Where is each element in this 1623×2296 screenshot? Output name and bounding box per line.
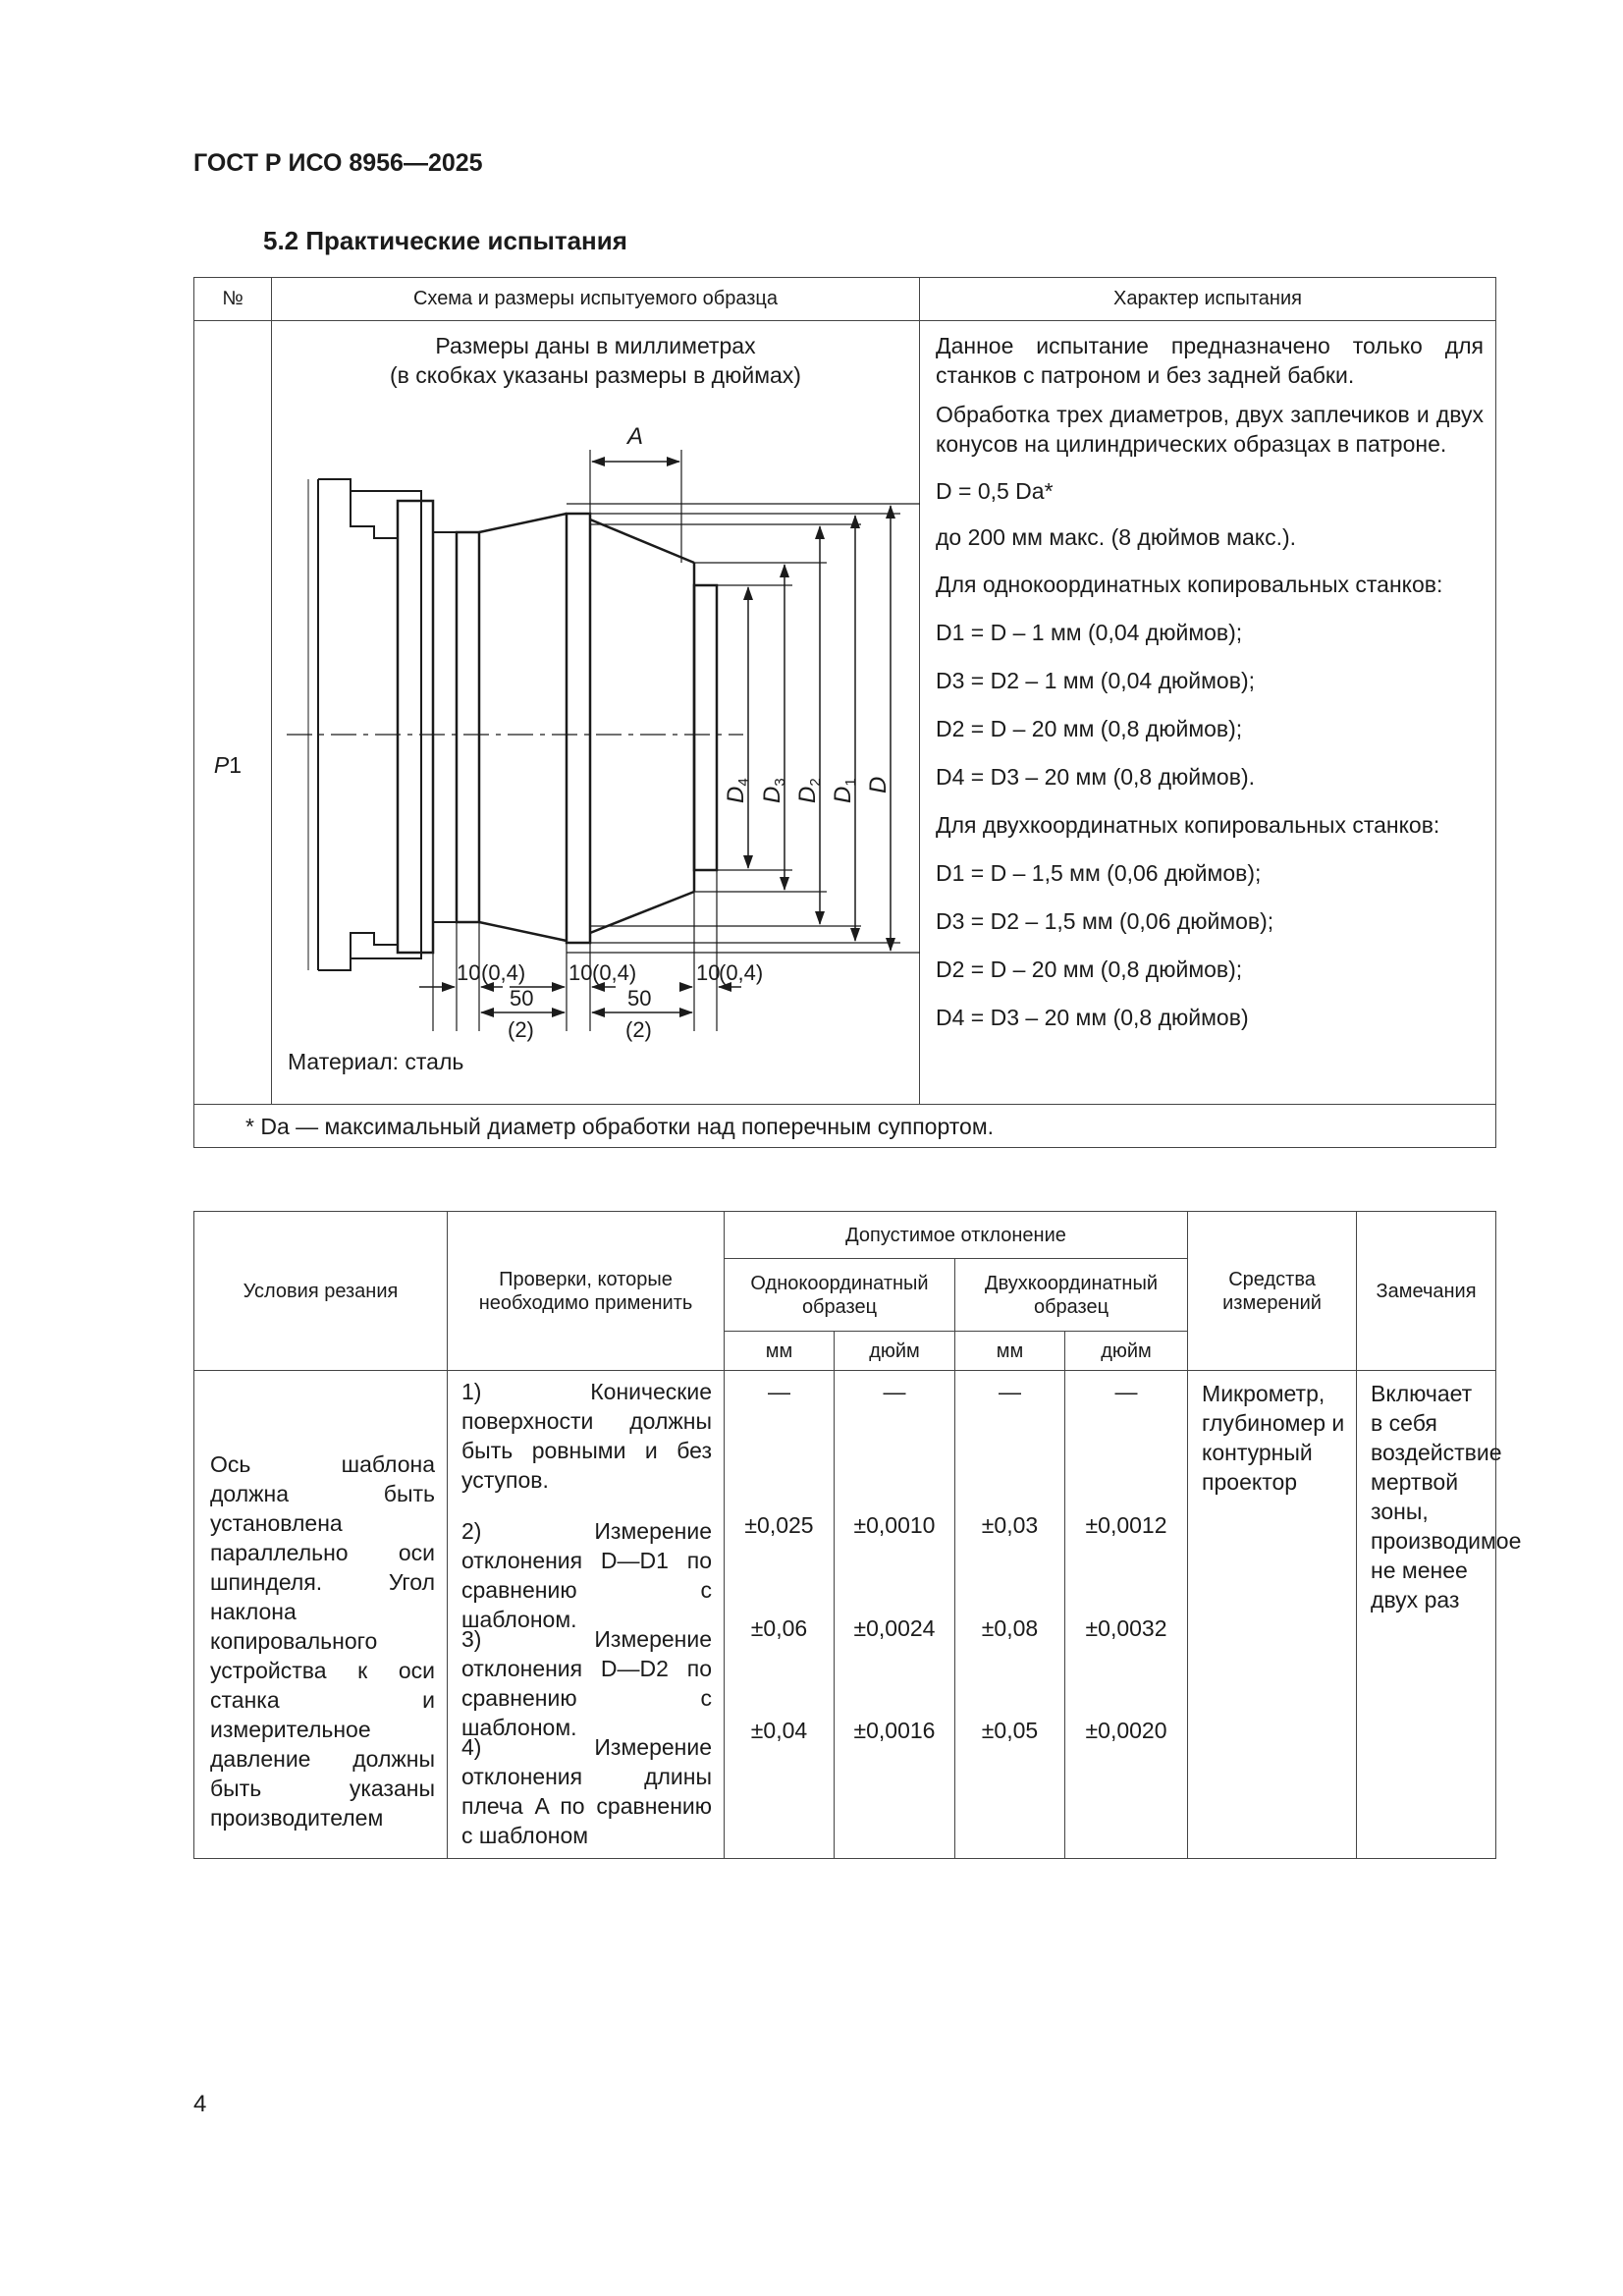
dim-50-2-inch: (2) — [625, 1017, 652, 1042]
header-tolerance: Допустимое отклонение — [725, 1212, 1188, 1259]
dim-10-2-inch: (0,4) — [592, 960, 637, 985]
dim-10-3: 10 — [696, 960, 721, 985]
header-mm: мм — [725, 1332, 835, 1371]
description-line: до 200 мм макс. (8 дюймов макс.). — [936, 524, 1297, 550]
footnote: * Da — максимальный диаметр обработки над поперечным суппортом. — [194, 1105, 1496, 1148]
header-inch: дюйм — [1065, 1332, 1188, 1371]
dim-50-1-inch: (2) — [508, 1017, 534, 1042]
value: — — [1114, 1379, 1138, 1404]
values-single-mm — [725, 1371, 835, 1859]
test-number — [194, 321, 272, 1105]
values-double-inch — [1065, 1371, 1188, 1859]
label-d4 — [723, 778, 752, 803]
label-d2-letter: D — [794, 786, 821, 803]
label-a: A — [627, 423, 644, 450]
dim-50-2: 50 — [627, 986, 652, 1011]
test-number-prefix: P — [213, 752, 230, 778]
value: ±0,0012 — [1085, 1512, 1167, 1538]
material-note: Материал: сталь — [288, 1049, 464, 1074]
header-inch: дюйм — [835, 1332, 955, 1371]
description-line: D2 = D – 20 мм (0,8 дюймов); — [936, 957, 1243, 982]
value: ±0,025 — [744, 1512, 814, 1538]
chuck-stepped-jaws — [351, 491, 398, 958]
value: — — [768, 1379, 790, 1404]
description-line: D1 = D – 1 мм (0,04 дюймов); — [936, 620, 1243, 645]
values-double-mm — [955, 1371, 1065, 1859]
header-double-axis: Двухкоординатный образец — [955, 1259, 1188, 1332]
value: ±0,0032 — [1085, 1615, 1167, 1641]
test-table-header-row — [194, 278, 1496, 321]
measuring-means: Микрометр, глубиномер и контурный проектор — [1188, 1371, 1357, 1859]
remarks: Включает в себя воздействие мертвой зоны, производимое не менее двух раз — [1357, 1371, 1496, 1859]
header-conditions: Условия резания — [194, 1212, 448, 1371]
document-code: ГОСТ Р ИСО 8956—2025 — [193, 149, 483, 177]
workpiece-shoulder-2 — [567, 514, 590, 943]
dim-10-1: 10 — [457, 960, 481, 985]
header-single-axis: Однокоординатный образец — [725, 1259, 955, 1332]
workpiece-cone-1 — [479, 514, 567, 941]
description-line: D1 = D – 1,5 мм (0,06 дюймов); — [936, 860, 1262, 886]
test-row-p1 — [194, 321, 1496, 1105]
value: ±0,03 — [981, 1512, 1039, 1538]
value: ±0,05 — [981, 1718, 1039, 1743]
label-d1 — [830, 778, 859, 803]
schema-heading-line-1: Размеры даны в миллиметрах — [435, 333, 756, 358]
description-line: D4 = D3 – 20 мм (0,8 дюймов). — [936, 764, 1255, 790]
value: — — [999, 1379, 1021, 1404]
header-character: Характер испытания — [920, 278, 1496, 321]
description-line: Обработка трех диаметров, двух заплечиков и двух конусов на цилиндрических образцах в патроне. — [936, 402, 1484, 457]
checks-cell — [448, 1371, 725, 1859]
check-4: 4) Измерение отклонения длины плеча A по сравнению с шаблоном — [461, 1734, 712, 1848]
value: ±0,08 — [981, 1615, 1039, 1641]
schema-cell — [272, 321, 920, 1105]
header-remarks: Замечания — [1357, 1212, 1496, 1371]
header-checks: Проверки, которые необходимо применить — [448, 1212, 725, 1371]
label-d2 — [794, 778, 824, 803]
label-d4-subscript: 4 — [735, 778, 752, 787]
description-line: D2 = D – 20 мм (0,8 дюймов); — [936, 716, 1243, 741]
check-1: 1) Конические поверхности должны быть ровными и без уступов. — [461, 1379, 712, 1493]
dim-10-3-inch: (0,4) — [719, 960, 764, 985]
value: ±0,04 — [750, 1718, 808, 1743]
workpiece-end-diameter — [694, 585, 717, 870]
check-3: 3) Измерение отклонения D—D2 по сравнению с шаблоном. — [461, 1626, 712, 1740]
label-d1-subscript: 1 — [842, 778, 859, 787]
header-schema: Схема и размеры испытуемого образца — [272, 278, 920, 321]
value: — — [883, 1379, 906, 1404]
deviation-table — [193, 1211, 1522, 1859]
value: ±0,06 — [750, 1615, 808, 1641]
description-line: D = 0,5 Da* — [936, 478, 1054, 504]
header-mm: мм — [955, 1332, 1065, 1371]
dim-10-1-inch: (0,4) — [481, 960, 526, 985]
deviation-row — [194, 1371, 1496, 1859]
values-single-inch — [835, 1371, 955, 1859]
value: ±0,0016 — [853, 1718, 936, 1743]
header-means: Средства измерений — [1188, 1212, 1357, 1371]
check-2: 2) Измерение отклонения D—D1 по сравнению с шаблоном. — [461, 1518, 712, 1632]
schema-heading-line-2: (в скобках указаны размеры в дюймах) — [390, 361, 801, 388]
description-line: Для однокоординатных копировальных станков: — [936, 572, 1443, 597]
test-number-suffix: 1 — [229, 752, 243, 778]
cutting-conditions: Ось шаблона должна быть установлена параллельно оси шпинделя. Угол наклона копировального устройства к оси станка и измерительное давление должны быть указаны производителем — [194, 1371, 448, 1859]
chuck-outline — [318, 479, 421, 970]
test-table — [193, 277, 1496, 1148]
label-d3 — [759, 778, 788, 803]
description-line: Данное испытание предназначено только для станков с патроном и без задней бабки. — [936, 333, 1484, 388]
page-number: 4 — [193, 2091, 207, 2117]
dim-50-1: 50 — [510, 986, 534, 1011]
dim-10-2: 10 — [568, 960, 593, 985]
workpiece-drawing — [272, 332, 920, 1104]
label-d: D — [865, 776, 892, 793]
description-line: Для двухкоординатных копировальных станков: — [936, 812, 1440, 838]
label-d4-letter: D — [723, 786, 749, 803]
footnote-row — [194, 1105, 1496, 1148]
description-line: D3 = D2 – 1 мм (0,04 дюймов); — [936, 668, 1255, 693]
workpiece-shoulder-1 — [457, 532, 479, 922]
description-line: D3 = D2 – 1,5 мм (0,06 дюймов); — [936, 908, 1274, 934]
workpiece-flange — [398, 501, 433, 953]
deviation-header-row-1 — [194, 1212, 1496, 1259]
value: ±0,0024 — [853, 1615, 936, 1641]
workpiece-cone-2 — [590, 519, 694, 933]
test-description — [920, 321, 1496, 1105]
section-title: 5.2 Практические испытания — [263, 226, 627, 255]
label-d3-letter: D — [759, 786, 785, 803]
label-d1-letter: D — [830, 786, 856, 803]
header-no: № — [194, 278, 272, 321]
value: ±0,0010 — [853, 1512, 936, 1538]
label-d3-subscript: 3 — [772, 778, 788, 787]
label-d2-subscript: 2 — [807, 778, 824, 787]
description-line: D4 = D3 – 20 мм (0,8 дюймов) — [936, 1005, 1249, 1030]
value: ±0,0020 — [1085, 1718, 1167, 1743]
